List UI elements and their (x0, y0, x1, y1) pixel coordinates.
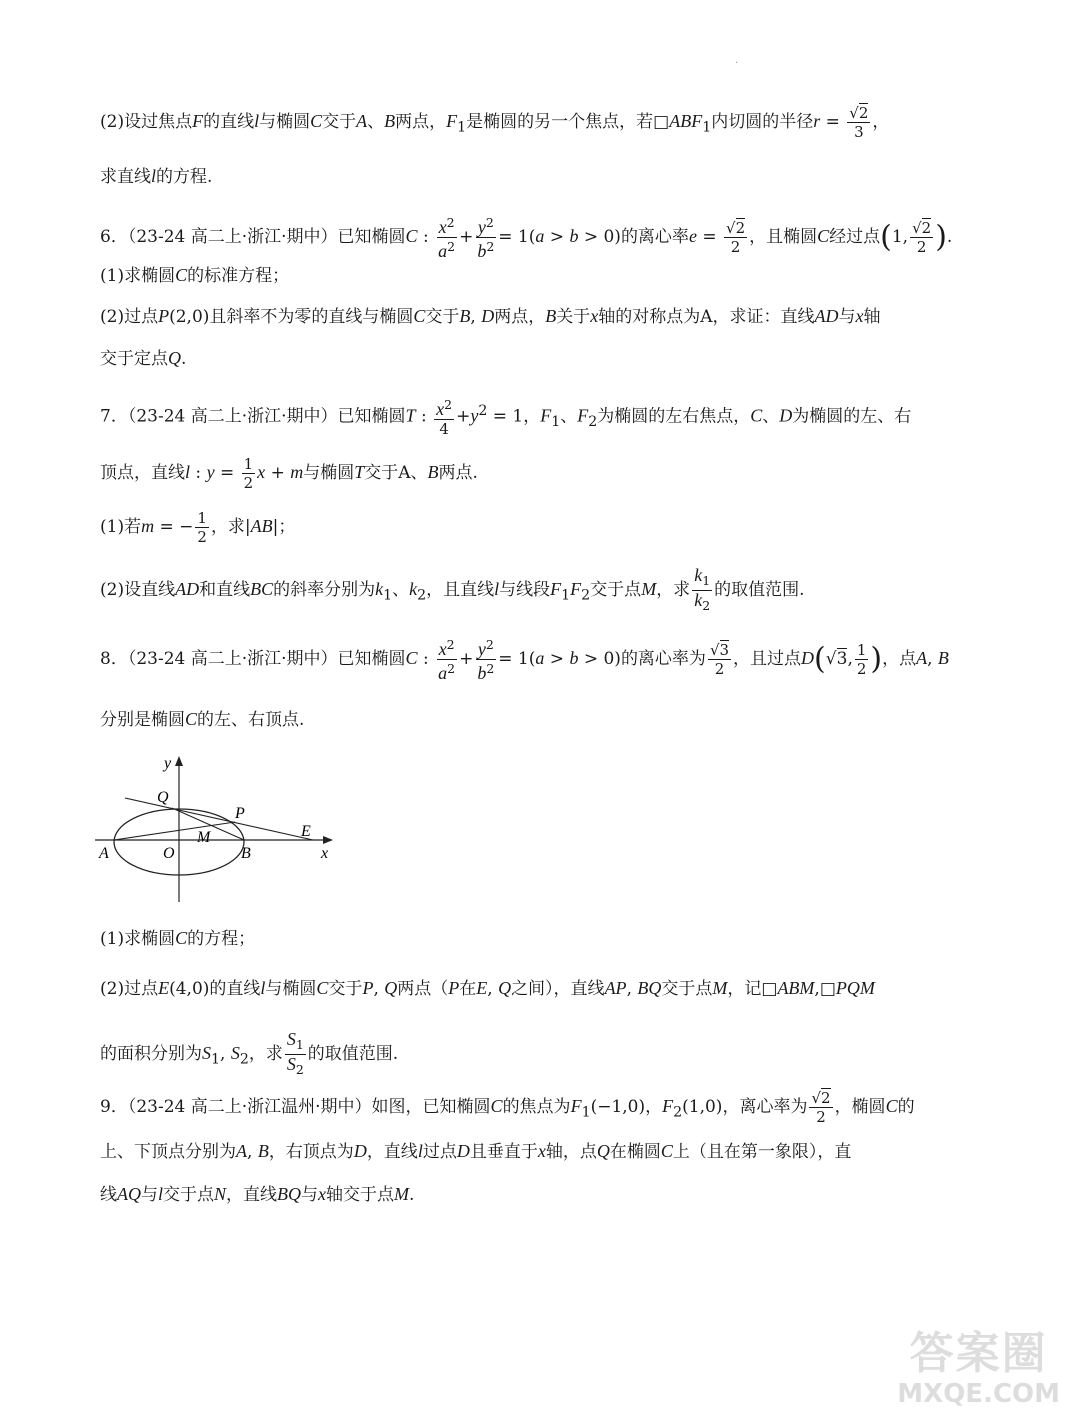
text-line-q8_2: (2)过点E(4,0)的直线l与椭圆C交于P, Q两点（P在E, Q之间），直线AP, BQ交于点M，记□ABM,□PQM (100, 978, 875, 999)
text-line-q7: 7．（23-24 高二上·浙江·期中）已知椭圆T : $\frac{x^2}{4}$ $+y^2 = 1$，$F_1$、$F_2$为椭圆的左右焦点，C、D为椭圆的左、右 (100, 397, 912, 438)
text-line-q8: 8．（23-24 高二上·浙江·期中）已知椭圆C : $\frac{x^2}{a^2}$ + $\frac{y^2}{b^2}$ = 1(a > b > 0)的离心率为 $\frac{√3}{2}$ ，且过点D(√3, $\frac{1}{2}$ )，点A, B (100, 637, 949, 683)
text-line-q7_2: (2)设直线AD和直线BC的斜率分别为$k_1$、$k_2$，且直线l与线段$F_1F_2$交于点M，求 $\frac{k_1}{k_2}$ 的取值范围. (100, 565, 805, 613)
watermark-line2: MXQE.COM (897, 1379, 1060, 1409)
label-y: y (164, 755, 172, 772)
text-line-p5_2b: 求直线l的方程. (100, 166, 213, 187)
text-line-q8b: 分别是椭圆C的左、右顶点. (100, 709, 305, 730)
text-line-q6_2b: 交于定点Q. (100, 348, 187, 369)
label-E: E (301, 823, 311, 840)
text-line-q7b: 顶点，直线l : y = $\frac{1}{2}$ x + m与椭圆T交于A、B两点. (100, 455, 478, 492)
label-P: P (235, 805, 245, 822)
line-AP (114, 822, 235, 840)
label-M: M (197, 829, 211, 846)
text-line-q7_1: (1)若m = − $\frac{1}{2}$ ，求|AB|； (100, 509, 296, 546)
y-axis-arrow (175, 756, 183, 766)
text-line-q8_2b: 的面积分别为$S_1$, $S_2$，求 $\frac{S_1}{S_2}$ 的取值范围. (100, 1029, 399, 1077)
label-x: x (321, 845, 329, 862)
text-line-q9b: 上、下顶点分别为A, B，右顶点为D，直线l过点D且垂直于x轴，点Q在椭圆C上（且在第一象限），直 (100, 1141, 852, 1162)
text-line-q6_2: (2)过点P(2,0)且斜率不为零的直线与椭圆C交于B, D两点，B关于x轴的对称点为A，求证：直线AD与x轴 (100, 306, 881, 327)
text-line-q9c: 线AQ与l交于点N，直线BQ与x轴交于点M. (100, 1184, 415, 1205)
x-axis-arrow (323, 836, 333, 844)
text-line-q9: 9．（23-24 高二上·浙江温州·期中）如图，已知椭圆C的焦点为$F_1(-1,0)$，$F_2(1,0)$，离心率为 $\frac{√2}{2}$ ，椭圆C的 (100, 1089, 915, 1126)
watermark-line1: 答案圈 (909, 1328, 1048, 1379)
text-line-q8_1: (1)求椭圆C的方程； (100, 928, 256, 949)
text-line-q6: 6．（23-24 高二上·浙江·期中）已知椭圆C : $\frac{x^2}{a^2}$ + $\frac{y^2}{b^2}$ = 1(a > b > 0)的离心率e = $\frac{√2}{2}$ ，且椭圆C经过点(1, $\frac{√2}{2}$ ). (100, 215, 953, 261)
text-line-q6_1: (1)求椭圆C的标准方程； (100, 265, 290, 286)
page-mark: · (735, 58, 739, 69)
label-B: B (241, 845, 251, 862)
ellipse-figure (95, 752, 345, 912)
label-O: O (163, 845, 175, 862)
watermark (897, 1329, 1060, 1409)
text-line-p5_2: (2)设过焦点F的直线l与椭圆C交于A、B两点，$F_1$是椭圆的另一个焦点，若$□ABF_1$内切圆的半径r = $\frac{√2}{3}$ ， (100, 104, 890, 141)
label-Q: Q (157, 789, 169, 806)
label-A: A (99, 845, 109, 862)
